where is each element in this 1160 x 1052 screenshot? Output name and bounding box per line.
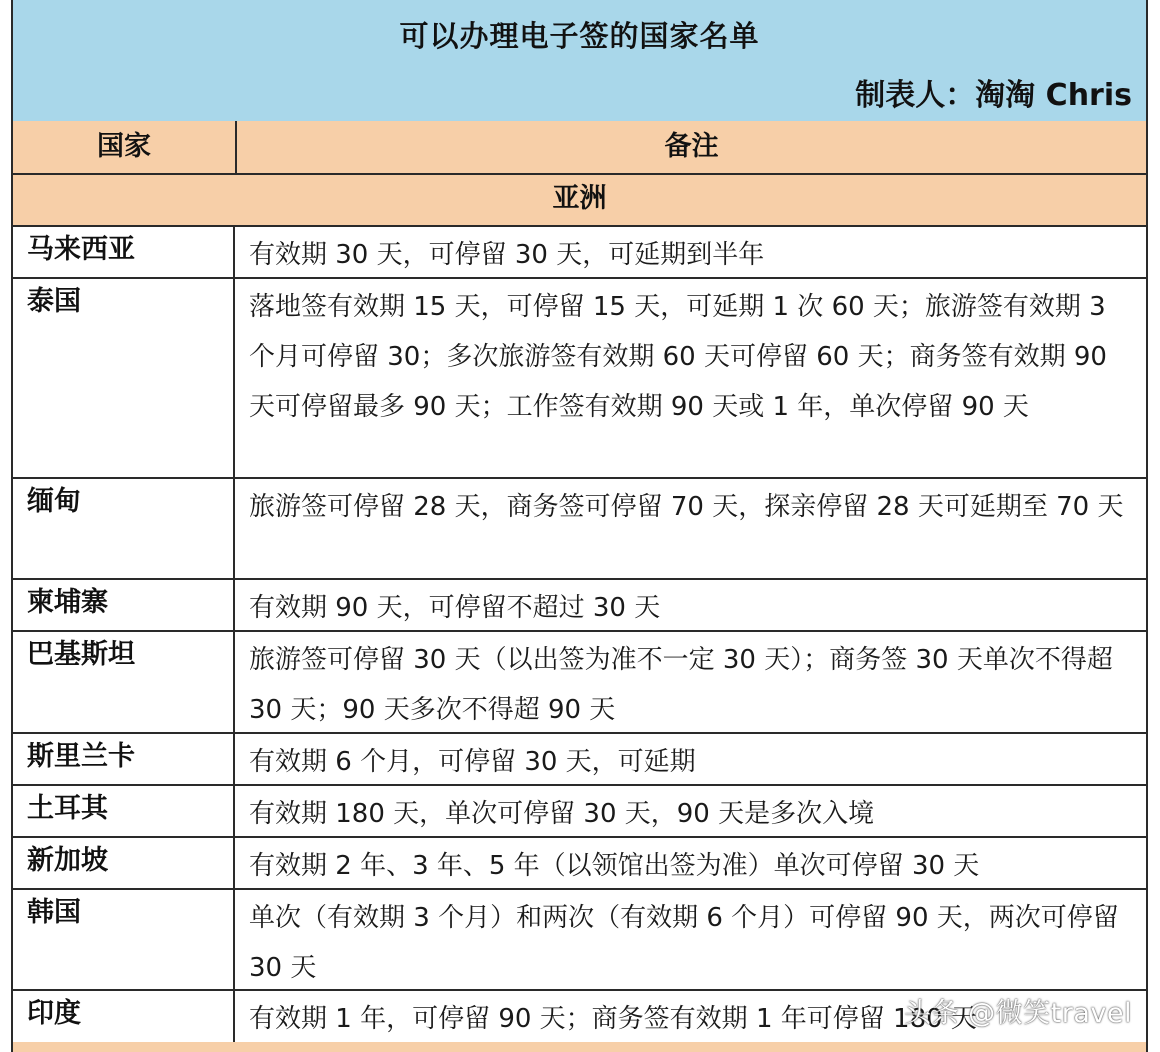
note-cell: 单次（有效期 3 个月）和两次（有效期 6 个月）可停留 90 天，两次可停留 30 天 xyxy=(249,903,1119,983)
country-cell: 泰国 xyxy=(13,279,235,477)
watermark-label: 头条 @微笑travel xyxy=(904,998,1132,1029)
note-cell: 旅游签可停留 30 天（以出签为准不一定 30 天）；商务签 30 天单次不得超 30 天；90 天多次不得超 90 天 xyxy=(249,645,1113,725)
column-header-row xyxy=(13,121,1146,175)
note-cell: 有效期 90 天，可停留不超过 30 天 xyxy=(249,593,661,623)
country-cell: 斯里兰卡 xyxy=(13,734,235,784)
note-cell: 旅游签可停留 28 天，商务签可停留 70 天，探亲停留 28 天可延期至 70 天 xyxy=(249,492,1124,522)
note-cell: 有效期 30 天，可停留 30 天，可延期到半年 xyxy=(249,240,765,270)
note-cell: 有效期 1 年，可停留 90 天；商务签有效期 1 年可停留 180 天 xyxy=(249,1004,977,1034)
country-cell: 韩国 xyxy=(13,890,235,989)
note-cell: 落地签有效期 15 天，可停留 15 天，可延期 1 次 60 天；旅游签有效期 3 个月可停留 30；多次旅游签有效期 60 天可停留 60 天；商务签有效期 90 天可停留最多 90 天；工作签有效期 90 天或 1 年，单次停留 90 天 xyxy=(249,292,1107,422)
section-asia: 亚洲 xyxy=(13,175,1146,227)
table-row xyxy=(13,838,1146,890)
country-cell: 土耳其 xyxy=(13,786,235,836)
visa-table xyxy=(11,0,1148,1052)
country-cell: 柬埔寨 xyxy=(13,580,235,630)
table-row xyxy=(13,632,1146,734)
country-cell: 新加坡 xyxy=(13,838,235,888)
country-cell: 马来西亚 xyxy=(13,227,235,277)
author-label: 制表人：淘淘 Chris xyxy=(855,78,1132,113)
table-title: 可以办理电子签的国家名单 xyxy=(399,19,760,53)
table-row xyxy=(13,580,1146,632)
note-cell: 有效期 180 天，单次可停留 30 天，90 天是多次入境 xyxy=(249,799,875,829)
table-row xyxy=(13,890,1146,991)
table-row xyxy=(13,479,1146,580)
note-cell: 有效期 6 个月，可停留 30 天，可延期 xyxy=(249,747,696,777)
country-cell: 缅甸 xyxy=(13,479,235,578)
table-row xyxy=(13,734,1146,786)
note-cell: 有效期 2 年、3 年、5 年（以领馆出签为准）单次可停留 30 天 xyxy=(249,851,980,881)
country-cell: 印度 xyxy=(13,991,235,1042)
header-country: 国家 xyxy=(13,121,237,173)
table-row xyxy=(13,227,1146,279)
table-row xyxy=(13,279,1146,479)
country-cell: 巴基斯坦 xyxy=(13,632,235,732)
next-section-strip xyxy=(13,1042,1146,1052)
title-block xyxy=(13,0,1146,123)
header-notes: 备注 xyxy=(664,131,719,162)
table-row xyxy=(13,786,1146,838)
